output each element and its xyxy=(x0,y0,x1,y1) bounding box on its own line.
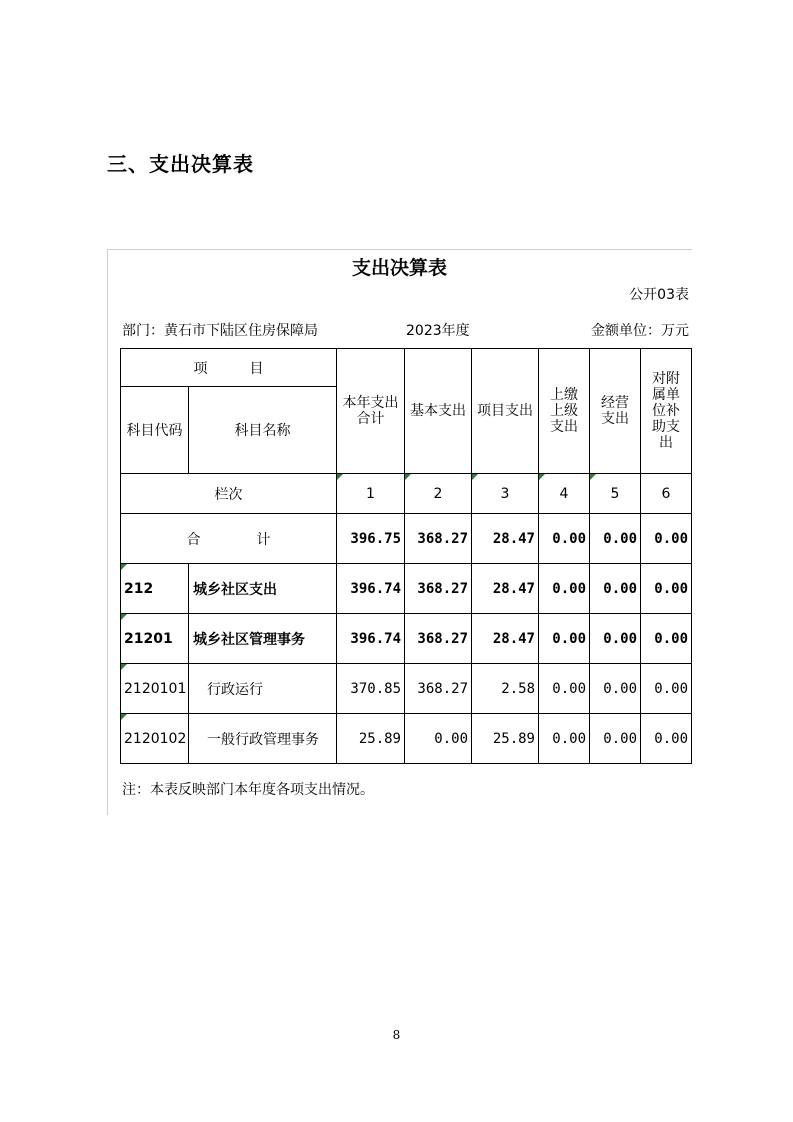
amount-cell: 0.00 xyxy=(539,614,590,664)
amount-cell: 368.27 xyxy=(405,614,472,664)
table-title: 支出决算表 xyxy=(351,257,447,279)
subject-code: 21201 xyxy=(121,614,189,664)
header-upper: 上缴上级支出 xyxy=(539,349,590,474)
amount-cell: 25.89 xyxy=(472,714,539,764)
table-note: 注：本表反映部门本年度各项支出情况。 xyxy=(122,782,374,798)
total-cell: 396.75 xyxy=(337,514,405,564)
header-subsidiary: 对附属单位补助支出 xyxy=(641,349,692,474)
subject-code: 2120102 xyxy=(121,714,189,764)
amount-cell: 28.47 xyxy=(472,564,539,614)
total-cell: 28.47 xyxy=(472,514,539,564)
header-total: 本年支出合计 xyxy=(337,349,405,474)
header-name: 科目名称 xyxy=(189,387,337,474)
column-index-cell: 4 xyxy=(539,474,590,514)
subject-name: 城乡社区管理事务 xyxy=(189,614,337,664)
column-index-cell: 2 xyxy=(405,474,472,514)
column-index-cell: 6 xyxy=(641,474,692,514)
form-code: 公开03表 xyxy=(629,287,689,303)
table-row xyxy=(121,614,692,664)
header-item: 项 目 xyxy=(121,349,337,387)
total-cell: 0.00 xyxy=(590,514,641,564)
amount-cell: 0.00 xyxy=(539,664,590,714)
amount-cell: 0.00 xyxy=(590,664,641,714)
sheet-border-left xyxy=(107,249,108,815)
amount-cell: 0.00 xyxy=(539,714,590,764)
column-index-label: 栏次 xyxy=(121,474,337,514)
amount-cell: 2.58 xyxy=(472,664,539,714)
department-label: 部门：黄石市下陆区住房保障局 xyxy=(122,323,318,339)
expenditure-table xyxy=(120,348,692,764)
total-cell: 0.00 xyxy=(641,514,692,564)
column-index-cell: 3 xyxy=(472,474,539,514)
subject-code: 212 xyxy=(121,564,189,614)
subject-name: 行政运行 xyxy=(189,664,337,714)
amount-cell: 28.47 xyxy=(472,614,539,664)
amount-cell: 0.00 xyxy=(590,614,641,664)
subject-code: 2120101 xyxy=(121,664,189,714)
amount-cell: 368.27 xyxy=(405,564,472,614)
header-code: 科目代码 xyxy=(121,387,189,474)
amount-cell: 370.85 xyxy=(337,664,405,714)
header-project: 项目支出 xyxy=(472,349,539,474)
subject-name: 城乡社区支出 xyxy=(189,564,337,614)
total-cell: 368.27 xyxy=(405,514,472,564)
section-heading: 三、支出决算表 xyxy=(107,152,254,176)
year-label: 2023年度 xyxy=(406,323,470,339)
amount-cell: 396.74 xyxy=(337,614,405,664)
amount-cell: 0.00 xyxy=(641,614,692,664)
amount-cell: 0.00 xyxy=(590,714,641,764)
amount-cell: 0.00 xyxy=(590,564,641,614)
page-number: 8 xyxy=(392,1028,401,1042)
header-basic: 基本支出 xyxy=(405,349,472,474)
subject-name: 一般行政管理事务 xyxy=(189,714,337,764)
table-row xyxy=(121,664,692,714)
amount-cell: 0.00 xyxy=(405,714,472,764)
column-index-cell: 1 xyxy=(337,474,405,514)
amount-cell: 0.00 xyxy=(641,564,692,614)
table-row xyxy=(121,564,692,614)
header-business: 经营支出 xyxy=(590,349,641,474)
amount-cell: 396.74 xyxy=(337,564,405,614)
table-row xyxy=(121,714,692,764)
sheet-border-top xyxy=(107,249,692,250)
amount-cell: 0.00 xyxy=(641,714,692,764)
unit-label: 金额单位：万元 xyxy=(591,323,689,339)
amount-cell: 25.89 xyxy=(337,714,405,764)
amount-cell: 0.00 xyxy=(539,564,590,614)
total-row-label: 合 计 xyxy=(121,514,337,564)
amount-cell: 368.27 xyxy=(405,664,472,714)
column-index-cell: 5 xyxy=(590,474,641,514)
total-cell: 0.00 xyxy=(539,514,590,564)
amount-cell: 0.00 xyxy=(641,664,692,714)
